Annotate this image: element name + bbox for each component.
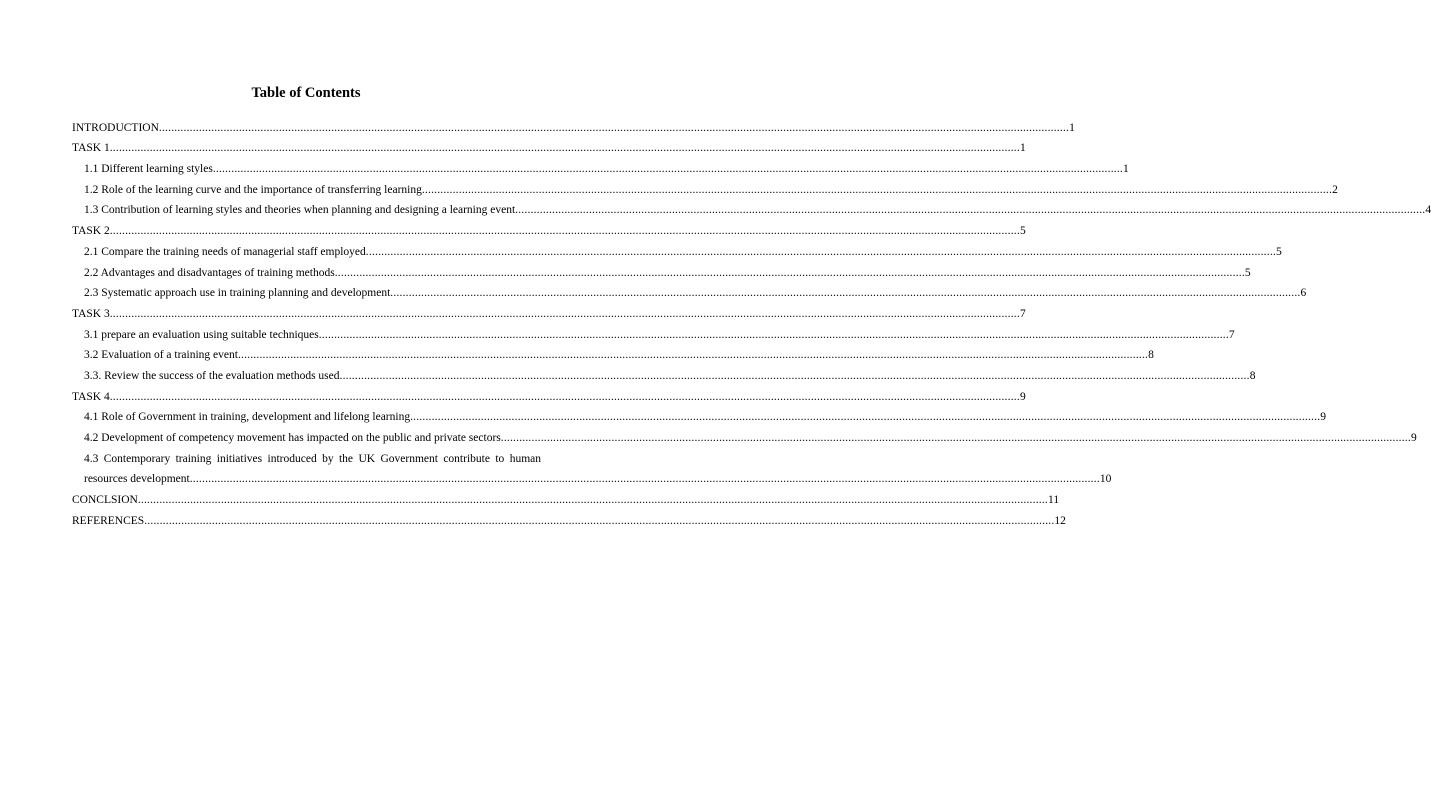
toc-page-number: 5 — [1019, 225, 1026, 238]
toc-list — [72, 114, 1431, 528]
toc-entry[interactable] — [72, 155, 1129, 176]
toc-entry-word: by — [322, 452, 334, 465]
toc-entry[interactable] — [72, 404, 1327, 425]
toc-page-number: 1 — [1123, 163, 1129, 176]
toc-leader — [110, 142, 1020, 155]
toc-entry-text: 2.3 Systematic approach use in training planning and development — [84, 287, 391, 300]
toc-entry-text-line2 — [84, 466, 1112, 487]
toc-leader — [110, 308, 1020, 321]
toc-leader — [159, 122, 1069, 135]
toc-entry[interactable] — [72, 321, 1235, 342]
toc-leader — [190, 473, 1100, 486]
toc-entry-text: 1.1 Different learning styles — [84, 163, 213, 176]
toc-entry-word: introduced — [267, 452, 317, 465]
toc-page-number: 9 — [1019, 390, 1026, 403]
toc-page-number: 5 — [1275, 245, 1282, 258]
toc-entry[interactable] — [72, 197, 1431, 218]
toc-page-number: 1 — [1069, 121, 1075, 134]
toc-entry[interactable] — [72, 383, 1026, 404]
toc-entry-text: REFERENCES — [72, 514, 145, 527]
toc-leader — [390, 287, 1300, 300]
toc-leader — [515, 204, 1425, 217]
toc-entry[interactable] — [72, 114, 1075, 135]
toc-page-number: 2 — [1332, 183, 1338, 196]
toc-entry-text: TASK 2 — [72, 225, 110, 238]
toc-entry-word: contribute — [443, 452, 490, 465]
toc-leader — [213, 163, 1123, 176]
toc-page-number: 8 — [1249, 369, 1256, 382]
toc-entry-text: 1.3 Contribution of learning styles and theories when planning and designing a learning event — [84, 204, 516, 217]
toc-entry-text: resources development — [84, 473, 190, 486]
toc-leader — [410, 411, 1320, 424]
toc-entry-text: INTRODUCTION — [72, 121, 159, 134]
toc-leader — [501, 432, 1411, 445]
toc-entry-word: training — [175, 452, 212, 465]
toc-entry[interactable] — [72, 486, 1060, 507]
toc-leader — [335, 267, 1245, 280]
toc-page-number: 10 — [1099, 473, 1112, 486]
toc-page-number: 9 — [1410, 432, 1417, 444]
toc-entry-word: Contemporary — [103, 452, 171, 465]
toc-entry[interactable] — [72, 217, 1026, 238]
toc-page-number: 8 — [1148, 349, 1154, 362]
toc-leader — [110, 225, 1020, 238]
toc-entry-text: 1.2 Role of the learning curve and the importance of transferring learning — [84, 183, 422, 196]
toc-entry-word: UK — [358, 452, 376, 465]
toc-entry[interactable] — [72, 507, 1066, 528]
toc-leader — [366, 246, 1276, 259]
toc-page-number: 12 — [1054, 514, 1066, 527]
toc-entry-text: TASK 4 — [72, 390, 110, 403]
toc-page-number: 1 — [1019, 142, 1026, 155]
toc-page-number: 6 — [1300, 287, 1307, 300]
toc-entry[interactable] — [72, 238, 1282, 259]
toc-entry[interactable] — [72, 300, 1026, 321]
toc-entry[interactable] — [72, 445, 1112, 486]
toc-entry-text: 3.1 prepare an evaluation using suitable techniques — [84, 328, 319, 341]
toc-entry-text-line1 — [84, 445, 541, 466]
toc-entry-word: initiatives — [216, 452, 263, 465]
toc-entry-text: TASK 1 — [72, 142, 110, 155]
toc-entry[interactable] — [72, 342, 1154, 363]
toc-leader — [238, 349, 1148, 362]
toc-leader — [144, 515, 1054, 528]
toc-title: Table of Contents — [251, 85, 361, 101]
toc-page-number: 7 — [1228, 328, 1235, 341]
toc-entry[interactable] — [72, 135, 1026, 156]
toc-entry-word: Government — [380, 452, 438, 465]
toc-entry-text: 3.2 Evaluation of a training event — [84, 349, 238, 362]
toc-entry[interactable] — [72, 176, 1338, 197]
toc-page-number: 9 — [1320, 411, 1327, 424]
toc-entry-text: 2.1 Compare the training needs of managerial staff employed — [84, 245, 366, 258]
toc-entry-text: 2.2 Advantages and disadvantages of training methods — [84, 266, 335, 279]
toc-entry[interactable] — [72, 424, 1417, 445]
toc-leader — [138, 494, 1048, 507]
toc-entry-text: CONCLSION — [72, 494, 138, 507]
toc-entry-text: 3.3. Review the success of the evaluation methods used — [84, 369, 340, 382]
toc-entry-text: 4.2 Development of competency movement has impacted on the public and private sectors — [84, 432, 501, 444]
toc-entry[interactable] — [72, 259, 1251, 280]
toc-entry-word: the — [338, 452, 354, 465]
toc-page-number: 7 — [1019, 307, 1026, 320]
toc-entry-word: 4.3 — [84, 452, 99, 465]
toc-entry-text: TASK 3 — [72, 307, 110, 320]
toc-page-number: 4 — [1425, 204, 1431, 217]
toc-page-number: 5 — [1244, 266, 1251, 279]
toc-leader — [340, 370, 1250, 383]
toc-entry-word: to — [495, 452, 505, 465]
toc-leader — [110, 391, 1020, 404]
toc-entry-word: human — [509, 452, 541, 465]
toc-entry[interactable] — [72, 362, 1256, 383]
toc-entry[interactable] — [72, 280, 1307, 301]
toc-entry-text: 4.1 Role of Government in training, development and lifelong learning — [84, 411, 411, 424]
toc-page-number: 11 — [1048, 494, 1060, 507]
toc-leader — [319, 329, 1229, 342]
toc-leader — [422, 184, 1332, 197]
